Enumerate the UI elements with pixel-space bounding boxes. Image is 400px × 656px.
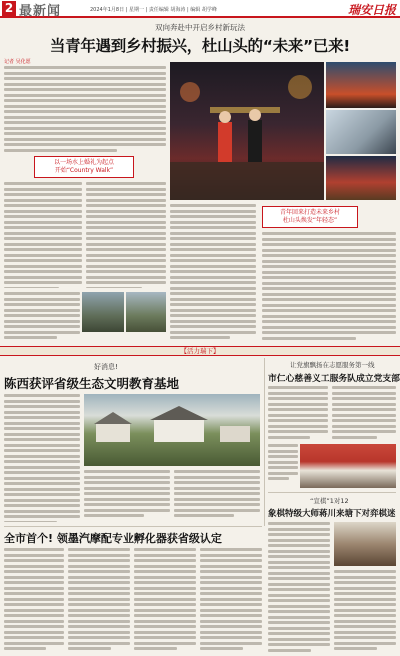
party-branch-photo [300, 444, 396, 488]
story4-body-col1 [268, 522, 330, 652]
story5-body-col4 [200, 548, 262, 652]
story4-kicker: “宣棋”1对12 [310, 497, 349, 505]
band-label: 【活力瑞下】 [180, 347, 220, 355]
lead-body-col1 [4, 182, 82, 288]
section-name: 最新闻 [19, 4, 62, 19]
story5-headline: 全市首个! 领墨汽摩配专业孵化器获省级认定 [4, 532, 222, 545]
lantern-photo [326, 62, 396, 108]
story4-headline: 象棋特级大师蒋川来塘下对弈棋迷 [268, 509, 396, 519]
story5-body-col1 [4, 548, 64, 652]
story2-body-col1 [4, 394, 80, 522]
subhead-line-2: 开始“Country Walk” [54, 167, 114, 174]
story3-kicker: 让党旗飘扬在志愿服务第一线 [290, 361, 375, 369]
lead-body-col4 [262, 232, 396, 340]
paper-logo: 瑞安日报 [347, 3, 396, 17]
story2-headline: 陈西获评省级生态文明教育基地 [4, 376, 180, 391]
story4-body-col2 [334, 570, 396, 652]
story5-body-col2 [68, 548, 130, 652]
story2-body-col3 [174, 470, 260, 522]
story-divider-2 [4, 526, 262, 527]
night-event-photo [326, 156, 396, 200]
story5-body-col3 [134, 548, 196, 652]
masthead [0, 0, 400, 18]
village-photo-1 [82, 292, 124, 332]
lead-headline: 当青年遇到乡村振兴，杜山头的“未来”已来! [49, 37, 351, 55]
caption-line-1: 青年回来打造未来乡村 [279, 209, 340, 216]
page-number: 2 [2, 1, 16, 16]
story3-body-col3 [268, 444, 298, 488]
lead-kicker: 双向奔赴中开启乡村新玩法 [155, 23, 245, 32]
dinner-photo [326, 110, 396, 154]
story3-body-col1 [268, 386, 328, 442]
eco-base-photo [84, 394, 260, 466]
lead-body-top [4, 66, 166, 152]
story2-kicker: 好消息! [94, 363, 118, 371]
story-divider [268, 492, 396, 493]
story2-body-col2 [84, 470, 170, 522]
subhead-line-1: 以一场水上婚礼为起点 [53, 159, 114, 166]
lead-body-col1b [4, 292, 80, 342]
story3-body-col2 [332, 386, 396, 442]
section-band [0, 346, 400, 356]
story3-headline: 市仁心慈善义工服务队成立党支部 [268, 374, 400, 384]
lead-subhead [34, 156, 134, 178]
village-photo-2 [126, 292, 166, 332]
caption-line-2: 杜山头焕发“年轻态” [282, 217, 338, 224]
photo-caption [262, 206, 358, 228]
wedding-photo [170, 62, 324, 200]
lead-body-col3 [170, 204, 256, 340]
issue-meta: 2024年1月8日 | 星期一 | 责任编辑 胡海涛 | 编辑 胡学峰 [90, 7, 217, 13]
lead-body-col2 [86, 182, 166, 288]
chess-photo [334, 522, 396, 566]
column-divider [264, 358, 265, 526]
byline: 记者 吴化愿 [4, 59, 31, 65]
